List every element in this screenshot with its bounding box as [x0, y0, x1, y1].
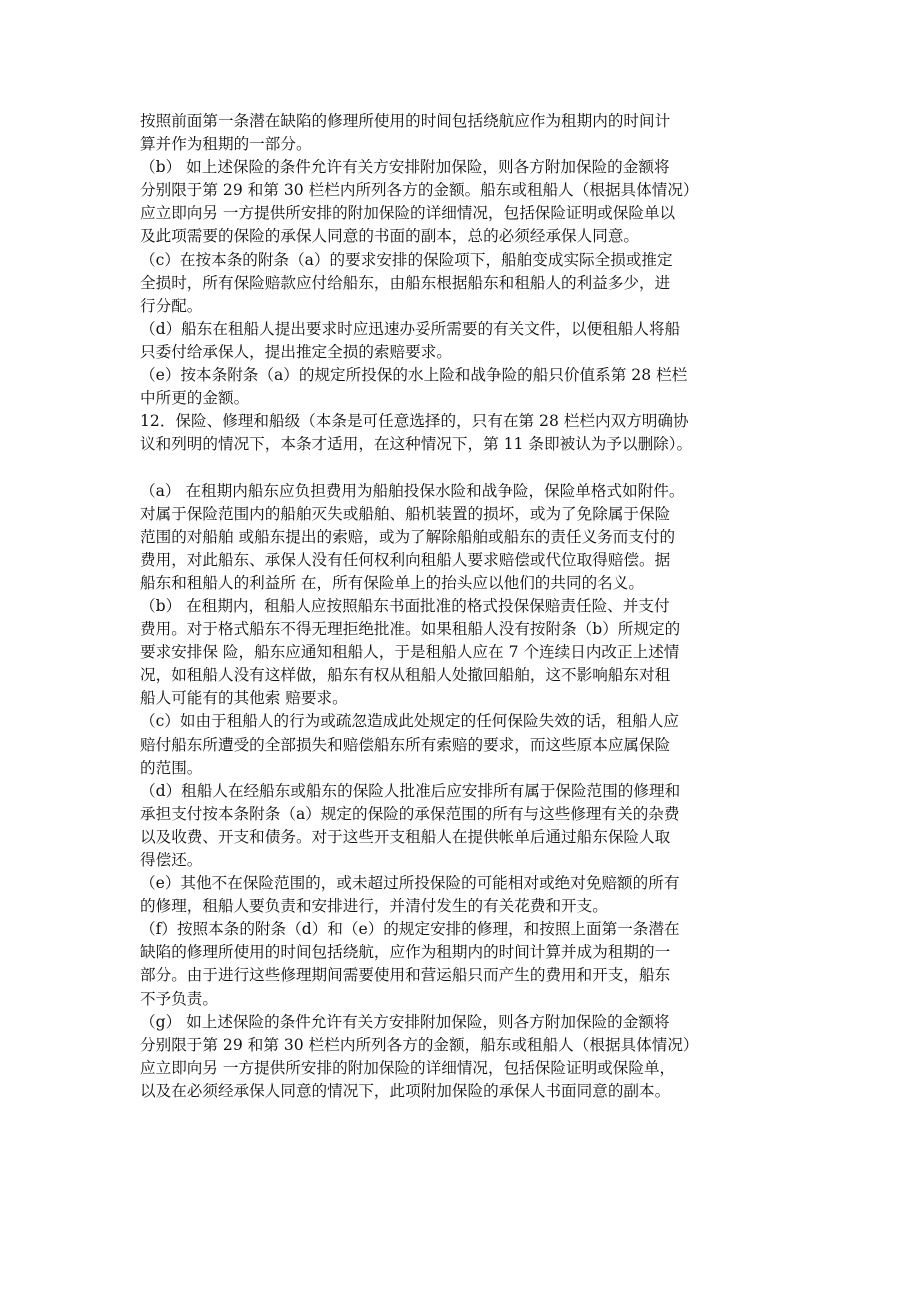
text-line: 要求安排保 险，船东应通知租船人，于是租船人应在 7 个连续日内改正上述情 [140, 643, 680, 662]
text-line: （e）其他不在保险范围的，或未超过所投保险的可能相对或绝对免赔额的所有 [140, 874, 680, 893]
paragraph-12-f-repair-time [140, 918, 800, 1010]
text-line: 全损时，所有保险赔款应付给船东，由船东根据船东和租船人的利益多少，进 [140, 273, 671, 292]
text-line: 赔付船东所遭受的全部损失和赔偿船东所有索赔的要求，而这些原本应属保险 [140, 735, 671, 754]
text-line: 船人可能有的其他索 赔要求。 [140, 689, 348, 708]
paragraph-clause-d-documents [140, 318, 800, 364]
paragraph-clause-e-vessel-value [140, 364, 800, 410]
text-line: 承担支付按本条附条（a）规定的保险的承保范围的所有与这些修理有关的杂费 [140, 804, 680, 823]
paragraph-12-b-pi-insurance [140, 595, 800, 710]
paragraph-spacer [140, 456, 800, 479]
text-line: 费用。对于格式船东不得无理拒绝批准。如果租船人没有按附条（b）所规定的 [140, 620, 681, 639]
text-line: 12．保险、修理和船级（本条是可任意选择的，只有在第 28 栏栏内双方明确协 [140, 412, 689, 431]
section-heading-12 [140, 410, 800, 456]
text-line: （b） 如上述保险的条件允许有关方安排附加保险，则各方附加保险的金额将 [140, 158, 670, 177]
text-line: （d）船东在租船人提出要求时应迅速办妥所需要的有关文件，以便租船人将船 [140, 319, 681, 338]
text-line: 按照前面第一条潜在缺陷的修理所使用的时间包括绕航应作为租期内的时间计 [140, 112, 671, 130]
paragraph-12-g-additional-insurance [140, 1011, 800, 1103]
text-line: 只委付给承保人，提出推定全损的索赔要求。 [140, 342, 452, 361]
text-line: （e）按本条附条（a）的规定所投保的水上险和战争险的船只价值系第 28 栏栏 [140, 366, 688, 385]
text-line: （a） 在租期内船东应负担费用为船舶投保水险和战争险，保险单格式如附件。 [140, 481, 685, 500]
text-line: 的修理，租船人要负责和安排进行，并清付发生的有关花费和开支。 [140, 897, 608, 916]
text-line: （c）在按本条的附条（a）的要求安排的保险项下，船舶变成实际全损或推定 [140, 250, 673, 269]
text-line: 算并作为租期的一部分。 [140, 135, 312, 154]
text-line: 以及收费、开支和债务。对于这些开支租船人在提供帐单后通过船东保险人取 [140, 827, 671, 846]
text-line: 的范围。 [140, 758, 203, 777]
text-line: 缺陷的修理所使用的时间包括绕航，应作为租期内的时间计算并成为租期的一 [140, 943, 671, 962]
text-line: 况，如租船人没有这样做，船东有权从租船人处撤回船舶，这不影响船东对租 [140, 666, 671, 685]
text-line: 费用，对此船东、承保人没有任何权利向租船人要求赔偿或代位取得赔偿。据 [140, 550, 671, 569]
text-line: （g） 如上述保险的条件允许有关方安排附加保险，则各方附加保险的金额将 [140, 1012, 670, 1031]
text-line: 分别限于第 29 和第 30 栏栏内所列各方的金额，船东或租船人（根据具体情况） [140, 1035, 699, 1054]
paragraph-12-d-insured-repairs [140, 780, 800, 872]
text-line: （c）如由于租船人的行为或疏忽造成此处规定的任何保险失效的话，租船人应 [140, 712, 679, 731]
paragraph-12-a-hull-war-insurance [140, 480, 800, 595]
text-line: 应立即向另 一方提供所安排的附加保险的详细情况，包括保险证明或保险单以 [140, 204, 676, 223]
text-line: 应立即向另 一方提供所安排的附加保险的详细情况，包括保险证明或保险单， [140, 1058, 676, 1077]
paragraph-clause-b-additional-insurance [140, 156, 800, 248]
text-line: 得偿还。 [140, 851, 203, 869]
paragraph-12-e-uninsured-repairs [140, 872, 800, 918]
text-line: 不予负责。 [140, 989, 218, 1008]
text-line: 中所更的金额。 [140, 389, 250, 408]
text-line: 船东和租船人的利益所 在，所有保险单上的抬头应以他们的共同的名义。 [140, 573, 644, 592]
text-line: 部分。由于进行这些修理期间需要使用和营运船只而产生的费用和开支，船东 [140, 966, 671, 985]
paragraph-12-c-insurance-lapse [140, 710, 800, 779]
text-line: 分别限于第 29 和第 30 栏栏内所列各方的金额。船东或租船人（根据具体情况） [140, 181, 699, 200]
text-line: （d）租船人在经船东或船东的保险人批准后应安排所有属于保险范围的修理和 [140, 781, 681, 800]
text-line: 范围的对船舶 或船东提出的索赔，或为了解除船舶或船东的责任义务而支付的 [140, 527, 676, 546]
text-line: （f）按照本条的附条（d）和（e）的规定安排的修理，和按照上面第一条潜在 [140, 920, 680, 939]
text-line: 对属于保险范围内的船舶灭失或船舶、船机装置的损坏，或为了免除属于保险 [140, 504, 671, 523]
paragraph-lease-period-note [140, 110, 800, 156]
text-line: 行分配。 [140, 296, 203, 315]
paragraph-clause-c-total-loss [140, 249, 800, 318]
text-line: 及此项需要的保险的承保人同意的书面的副本，总的必须经承保人同意。 [140, 227, 640, 246]
text-line: （b） 在租期内，租船人应按照船东书面批准的格式投保保赔责任险、并支付 [140, 596, 670, 615]
document-page [140, 110, 800, 1103]
text-line: 以及在必须经承保人同意的情况下，此项附加保险的承保人书面同意的副本。 [140, 1081, 671, 1100]
text-line: 议和列明的情况下，本条才适用，在这种情况下，第 11 条即被认为予以删除）。 [140, 435, 693, 454]
